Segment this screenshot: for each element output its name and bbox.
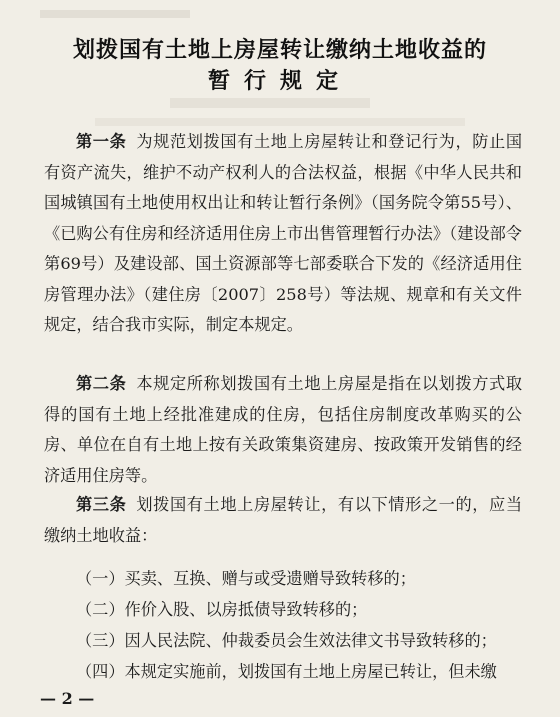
article-label: 第一条 bbox=[76, 132, 127, 151]
document-title-line1: 划拨国有土地上房屋转让缴纳土地收益的 bbox=[72, 38, 487, 63]
list-item: （三）因人民法院、仲裁委员会生效法律文书导致转移的； bbox=[76, 631, 497, 650]
list-item: （四）本规定实施前，划拨国有土地上房屋已转让，但未缴 bbox=[76, 662, 497, 681]
list-item: （一）买卖、互换、赠与或受遗赠导致转移的； bbox=[76, 569, 416, 588]
article-text: 本规定所称划拨国有土地上房屋是指在以划拨方式取得的国有土地上经批准建成的住房，包括住房制度改革购买的公房、单位在自有土地上按有关政策集资建房、按政策开发销售的经济适用住房等。 bbox=[44, 374, 523, 485]
article-label: 第二条 bbox=[76, 374, 127, 393]
article-text: 划拨国有土地上房屋转让，有以下情形之一的，应当缴纳土地收益： bbox=[44, 495, 523, 545]
list-item: （二）作价入股、以房抵债导致转移的； bbox=[76, 600, 368, 619]
article-3 bbox=[44, 490, 522, 551]
article-2 bbox=[44, 369, 522, 491]
article-label: 第三条 bbox=[76, 495, 127, 514]
document-title-line2: 暂行规定 bbox=[207, 69, 352, 94]
article-1 bbox=[44, 127, 522, 341]
article-text: 为规范划拨国有土地上房屋转让和登记行为，防止国有资产流失，维护不动产权利人的合法权益，根据《中华人民共和国城镇国有土地使用权出让和转让暂行条例》（国务院令第55号）、《已购公有住房和经济适用住房上市出售管理暂行办法》（建设部令第69号）及建设部、国土资源部等七部委联合下发的《经济适用住房管理办法》（建住房〔2007〕258号）等法规、规章和有关文件规定，结合我市实际，制定本规定。 bbox=[44, 132, 523, 334]
page-number: — 2 — bbox=[40, 689, 95, 708]
